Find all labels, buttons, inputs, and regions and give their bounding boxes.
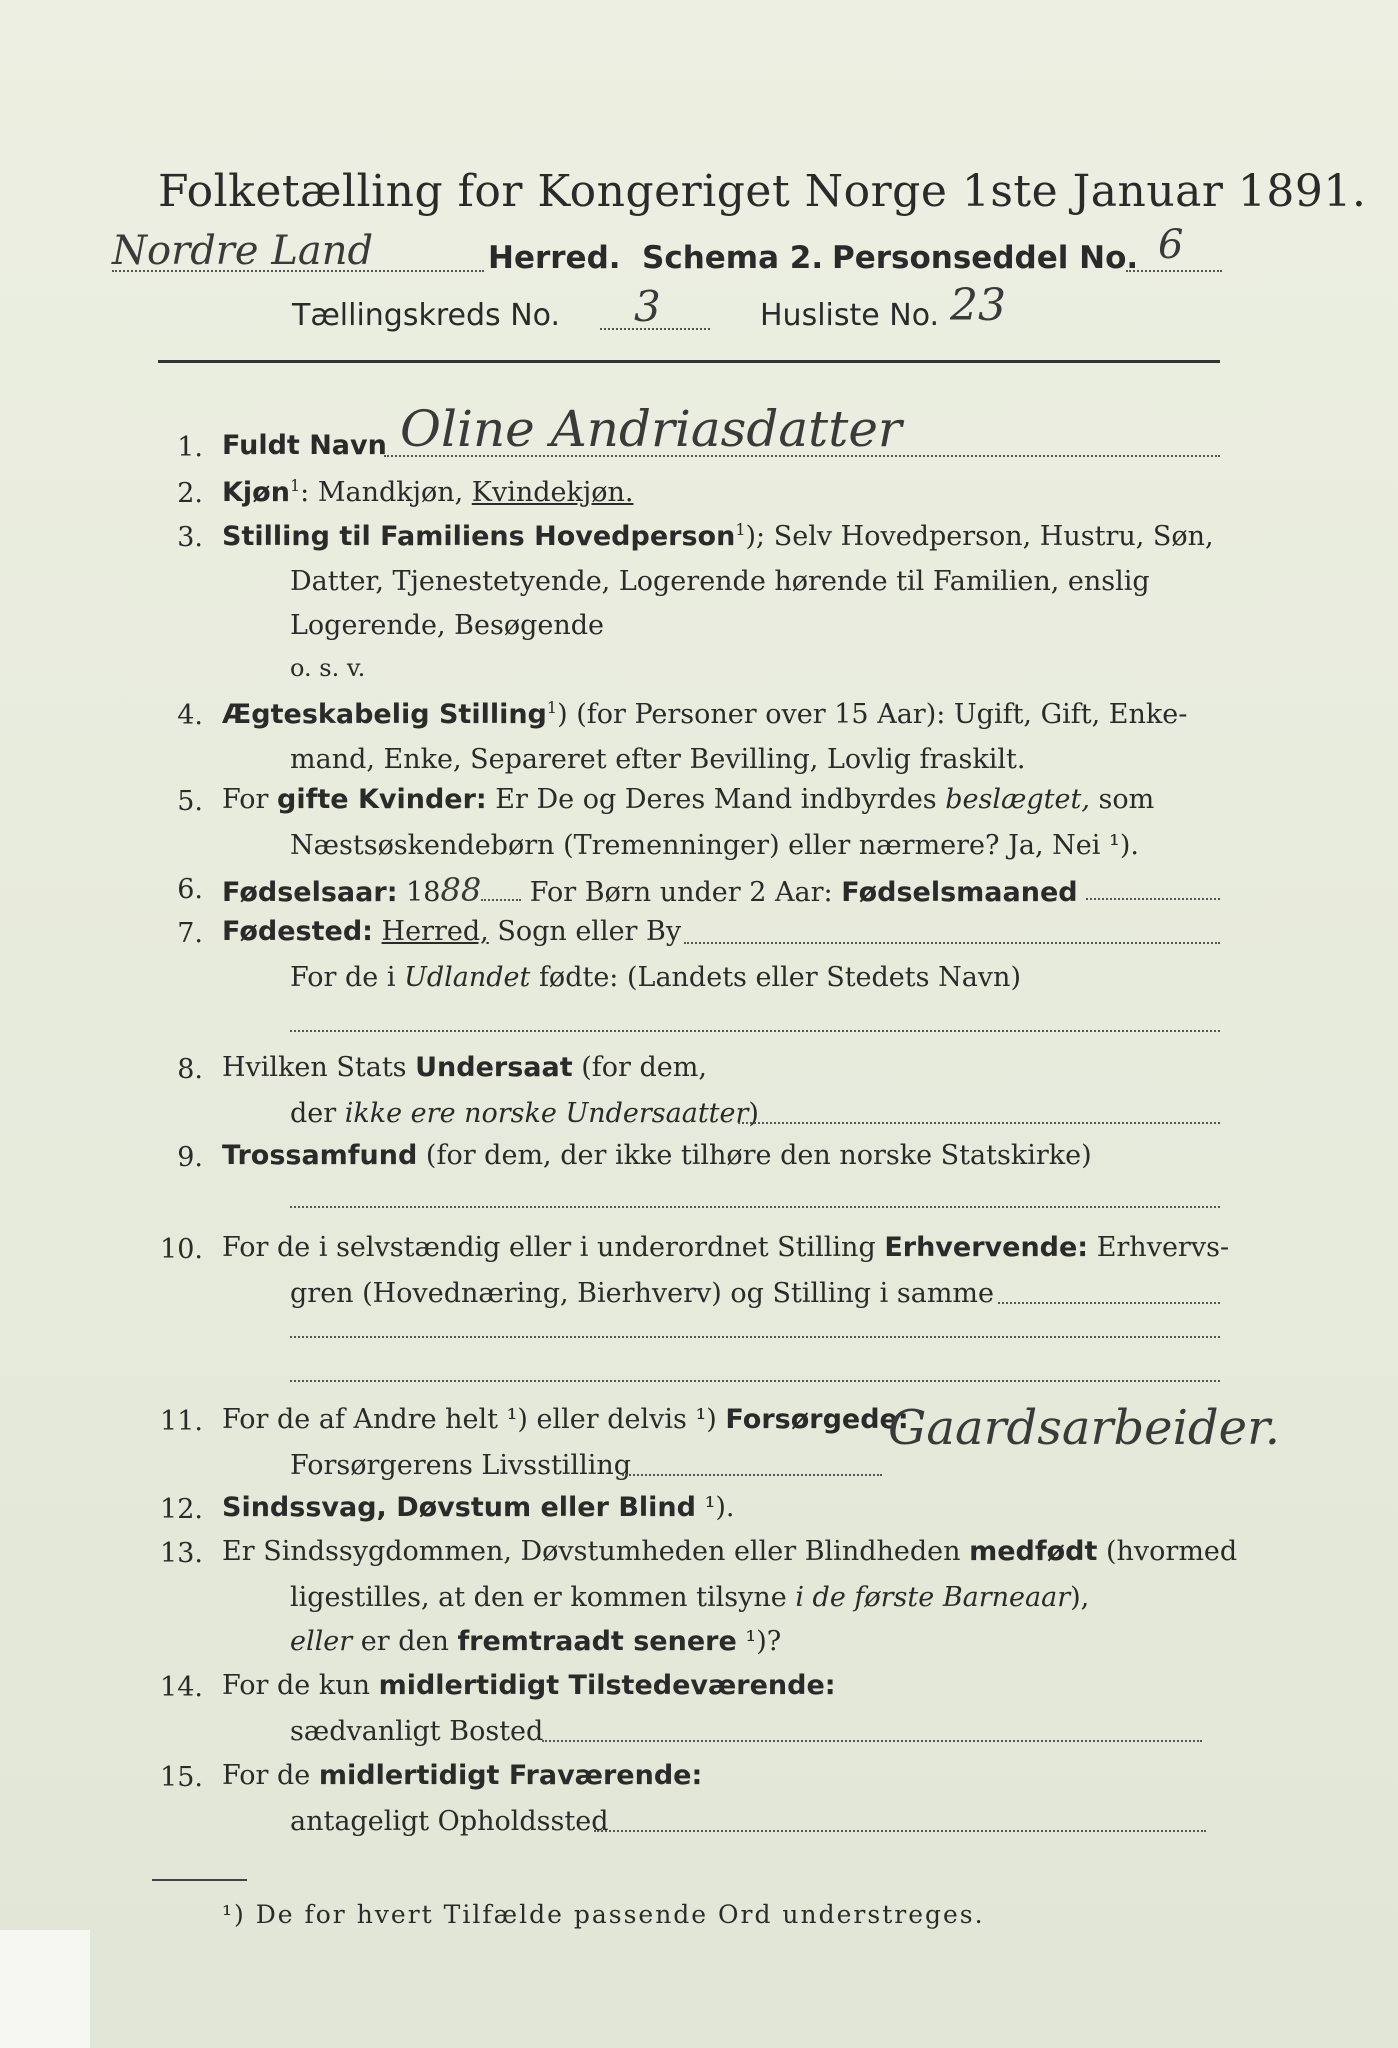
- header-rule: [158, 360, 1220, 363]
- item-9-line1: [222, 1142, 1092, 1169]
- item-14-pre: For de kun: [222, 1670, 379, 1701]
- husliste-label: Husliste No.: [760, 298, 940, 333]
- item-7-dotline2: [290, 1030, 1220, 1032]
- item-4-label: Ægteskabelig Stilling: [222, 699, 547, 730]
- item-13-line2-ital: i de første Barneaar: [795, 1582, 1071, 1613]
- item-14-line2: sædvanligt Bosted: [290, 1716, 544, 1747]
- item-6-mid: For Børn under 2 Aar:: [521, 877, 842, 908]
- item-5-end: som: [1089, 784, 1155, 815]
- item-15-dotline: [594, 1830, 1206, 1832]
- item-12-line1: [222, 1494, 735, 1521]
- item-1-value: Oline Andriasdatter: [400, 400, 902, 458]
- item-13-line2: [290, 1582, 1089, 1613]
- item-11-line2: Forsørgerens Livsstilling: [290, 1450, 632, 1481]
- item-13-pre: Er Sindssygdommen, Døvstumheden eller Blindheden: [222, 1536, 970, 1567]
- item-3-line2: Datter, Tjenestetyende, Logerende hørende til Familien, enslig: [290, 566, 1150, 597]
- herred-label: Herred.: [488, 240, 621, 276]
- item-15-number: 15.: [160, 1762, 203, 1793]
- item-13-line3-end: ¹)?: [736, 1626, 782, 1657]
- item-11-pre: For de af Andre helt ¹) eller delvis ¹): [222, 1404, 726, 1435]
- item-12-label: Sindssvag, Døvstum eller Blind: [222, 1492, 696, 1523]
- item-8-number: 8.: [177, 1054, 203, 1085]
- item-13-line3-ital: eller: [290, 1626, 353, 1657]
- kreds-label: Tællingskreds No.: [292, 298, 560, 333]
- item-10-end: Erhvervs-: [1088, 1232, 1230, 1263]
- item-13-label: medfødt: [969, 1536, 1098, 1567]
- item-7-dotline1: [684, 942, 1220, 944]
- schema-label: Schema 2.: [642, 240, 824, 276]
- footnote-rule: [152, 1879, 247, 1881]
- item-15-line1: [222, 1762, 702, 1789]
- item-8-line2-ital: ikke ere norske Undersaatter: [344, 1098, 749, 1129]
- item-3-rest: ); Selv Hovedperson, Hustru, Søn,: [745, 521, 1214, 552]
- item-9-dotline: [290, 1206, 1220, 1208]
- item-11-value: Gaardsarbeider.: [888, 1400, 1280, 1456]
- item-8-pre: Hvilken Stats: [222, 1052, 416, 1083]
- item-14-label: midlertidigt Tilstedeværende:: [378, 1670, 836, 1701]
- item-5-number: 5.: [177, 786, 203, 817]
- item-3-line4: o. s. v.: [290, 654, 366, 682]
- item-4-rest: ) (for Personer over 15 Aar): Ugift, Gift, Enke-: [557, 699, 1188, 730]
- item-5-ital: beslægtet,: [945, 784, 1090, 815]
- kreds-value: 3: [634, 282, 661, 331]
- husliste-value: 23: [950, 280, 1006, 331]
- item-15-pre: For de: [222, 1760, 319, 1791]
- item-13-line3-pre: er den: [352, 1626, 458, 1657]
- item-12-number: 12.: [160, 1494, 203, 1525]
- personseddel-value: 6: [1158, 222, 1184, 268]
- item-14-line1: [222, 1672, 836, 1699]
- item-10-dotline1: [998, 1302, 1220, 1304]
- item-6-number: 6.: [177, 874, 203, 905]
- item-5-pre: For: [222, 784, 278, 815]
- item-5-mid: Er De og Deres Mand indbyrdes: [486, 784, 946, 815]
- form-title: Folketælling for Kongeriget Norge 1ste Januar 1891.: [158, 166, 1367, 217]
- item-9-rest: (for dem, der ikke tilhøre den norske Statskirke): [417, 1140, 1092, 1171]
- item-1-label: Fuldt Navn: [222, 430, 387, 461]
- item-8-line2-pre: der: [290, 1098, 345, 1129]
- item-9-label: Trossamfund: [222, 1140, 418, 1171]
- item-3-line1: Stilling til Familiens Hovedperson$^1$); Selv Hovedperson, Hustru, Søn,: [222, 520, 1214, 552]
- item-6-year-value: 88: [440, 871, 482, 909]
- item-3-label: Stilling til Familiens Hovedperson: [222, 521, 736, 552]
- footnote: ¹) De for hvert Tilfælde passende Ord understreges.: [222, 1900, 985, 1929]
- item-13-end: (hvormed: [1097, 1536, 1238, 1567]
- item-10-dotline3: [290, 1380, 1220, 1382]
- personseddel-label: Personseddel No.: [832, 240, 1139, 276]
- item-6-year-prefix: 18: [397, 877, 441, 908]
- item-1-dotline: [384, 455, 1220, 457]
- item-7-underlined: Herred,: [381, 916, 489, 947]
- item-15-label: midlertidigt Fraværende:: [318, 1760, 703, 1791]
- item-8-dotline: [738, 1122, 1220, 1124]
- item-15-line2: antageligt Opholdssted: [290, 1806, 609, 1837]
- item-10-dotline2: [290, 1336, 1220, 1338]
- item-7-label: Fødested:: [222, 916, 373, 947]
- item-5-line1: [222, 786, 1154, 813]
- item-11-label: Forsørgede:: [725, 1404, 909, 1435]
- item-14-number: 14.: [160, 1672, 203, 1703]
- item-8-line2: [290, 1098, 759, 1129]
- item-1-number: 1.: [177, 432, 203, 463]
- item-5-label: gifte Kvinder:: [277, 784, 487, 815]
- item-3-number: 3.: [177, 522, 203, 553]
- item-2-underlined: Kvindekjøn.: [471, 477, 634, 508]
- item-7-line1: [222, 918, 681, 945]
- item-13-label3: fremtraadt senere: [457, 1626, 737, 1657]
- item-3-line3: Logerende, Besøgende: [290, 610, 604, 641]
- item-7-line2-pre: For de i: [290, 962, 405, 993]
- item-2-sup: 1: [289, 476, 301, 495]
- item-13-line2-end: ),: [1070, 1582, 1090, 1613]
- item-6-dotline: [1086, 898, 1220, 900]
- item-14-dotline: [542, 1740, 1202, 1742]
- item-9-number: 9.: [177, 1142, 203, 1173]
- torn-corner: [0, 1930, 90, 2048]
- item-10-label: Erhvervende:: [884, 1232, 1089, 1263]
- item-6-line1: [222, 871, 1078, 909]
- item-13-line3: [290, 1626, 781, 1657]
- item-6-label: Fødselsaar:: [222, 877, 398, 908]
- item-7-line2: [290, 962, 1021, 993]
- item-10-number: 10.: [160, 1234, 203, 1265]
- item-8-line1: [222, 1054, 707, 1081]
- item-8-line2-end: ): [748, 1098, 759, 1129]
- item-2-number: 2.: [177, 478, 203, 509]
- item-6-label2: Fødselsmaaned: [841, 877, 1078, 908]
- item-7-line2-rest: fødte: (Landets eller Stedets Navn): [530, 962, 1021, 993]
- item-2-text: [222, 478, 633, 506]
- item-11-line1: [222, 1406, 909, 1433]
- item-11-number: 11.: [160, 1406, 203, 1437]
- personseddel-dotline: [1126, 270, 1222, 272]
- item-13-number: 13.: [160, 1538, 203, 1569]
- item-13-line2-pre: ligestilles, at den er kommen tilsyne: [290, 1582, 796, 1613]
- item-10-line1: [222, 1234, 1229, 1261]
- item-8-label: Undersaat: [415, 1052, 573, 1083]
- item-13-line1: [222, 1538, 1237, 1565]
- herred-dotline: [112, 270, 484, 272]
- item-11-dotline: [622, 1474, 882, 1476]
- item-4-line2: mand, Enke, Separeret efter Bevilling, Lovlig fraskilt.: [290, 744, 1026, 775]
- item-8-rest: (for dem,: [572, 1052, 707, 1083]
- item-7-rest: Sogn eller By: [488, 916, 682, 947]
- item-10-line2: gren (Hovednæring, Bierhverv) og Stilling i samme: [290, 1278, 995, 1309]
- item-2-rest: : Mandkjøn,: [300, 477, 472, 508]
- item-12-rest: ¹).: [695, 1492, 735, 1523]
- item-4-number: 4.: [177, 700, 203, 731]
- item-2-label: Kjøn: [222, 477, 290, 508]
- item-10-pre: For de i selvstændig eller i underordnet Stilling: [222, 1232, 885, 1263]
- kreds-dotline: [600, 328, 710, 330]
- herred-value: Nordre Land: [112, 228, 374, 274]
- item-5-line2: Næstsøskendebørn (Tremenninger) eller nærmere? Ja, Nei ¹).: [290, 830, 1139, 861]
- item-7-number: 7.: [177, 918, 203, 949]
- item-7-line2-ital: Udlandet: [404, 962, 531, 993]
- item-4-line1: Ægteskabelig Stilling$^1$) (for Personer over 15 Aar): Ugift, Gift, Enke-: [222, 698, 1188, 730]
